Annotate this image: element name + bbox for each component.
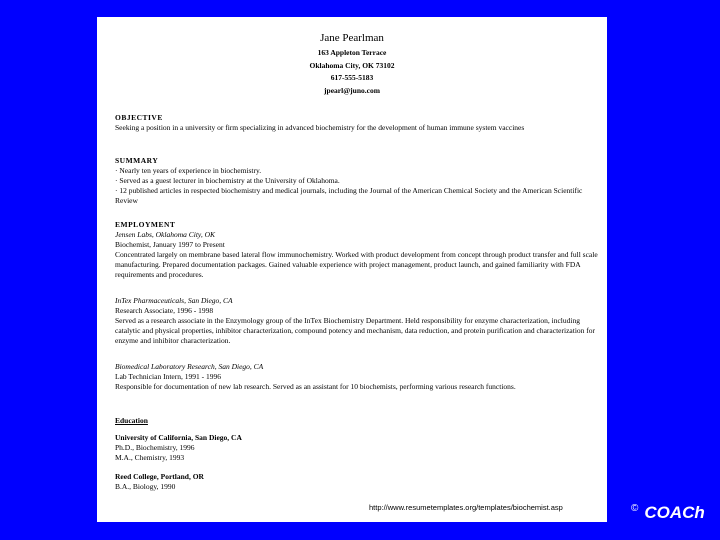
job-block xyxy=(115,296,600,346)
job-description: Responsible for documentation of new lab research. Served as an assistant for 10 biochemists, performing various research functions. xyxy=(115,382,516,391)
address-phone: 617-555-5183 xyxy=(330,73,374,82)
source-url[interactable]: http://www.resumetemplates.org/templates/biochemist.asp xyxy=(369,503,563,512)
job-title: Lab Technician Intern, 1991 - 1996 xyxy=(115,372,221,381)
address-street: 163 Appleton Terrace xyxy=(317,48,387,57)
degree: B.A., Biology, 1990 xyxy=(115,482,176,491)
summary-section xyxy=(115,156,600,206)
coach-brand: COACh xyxy=(644,503,705,522)
summary-bullet: · Nearly ten years of experience in biochemistry. xyxy=(115,166,262,175)
job-title: Research Associate, 1996 - 1998 xyxy=(115,306,214,315)
resume-page xyxy=(97,17,607,522)
address-block xyxy=(97,47,607,97)
employment-section xyxy=(115,220,600,280)
job-company: Jensen Labs, Oklahoma City, OK xyxy=(115,230,215,239)
address-email: jpearl@juno.com xyxy=(324,85,380,95)
summary-bullet: · Served as a guest lecturer in biochemistry at the University of Oklahoma. xyxy=(115,176,340,185)
objective-text: Seeking a position in a university or firm specializing in advanced biochemistry for the development of human immune system vaccines xyxy=(115,123,525,132)
degree: M.A., Chemistry, 1993 xyxy=(115,453,185,462)
school-name: Reed College, Portland, OR xyxy=(115,472,204,481)
resume-name: Jane Pearlman xyxy=(320,32,384,44)
job-block xyxy=(115,362,600,392)
degree: Ph.D., Biochemistry, 1996 xyxy=(115,443,195,452)
job-description: Concentrated largely on membrane based lateral flow immunochemistry. Worked with product development from concept through product transfer and full scale manufacturing. Prepared documentation packages. Gained valuable experience with project management, product launch, and gained familiarity with FDA requirements and procedures. xyxy=(115,250,598,279)
job-company: Biomedical Laboratory Research, San Diego, CA xyxy=(115,362,264,371)
copyright-symbol: © xyxy=(631,503,639,514)
objective-heading: OBJECTIVE xyxy=(115,113,163,122)
job-description: Served as a research associate in the Enzymology group of the InTex Biochemistry Department. Held responsibility for enzyme characterization, including catalytic and physical properties, inhibitor characterization, compound potency and mechanism, data reduction, and protein purification and characterization for enzyme and inhibitor characterization. xyxy=(115,316,596,345)
coach-logo xyxy=(631,503,705,523)
job-title: Biochemist, January 1997 to Present xyxy=(115,240,225,249)
employment-heading: EMPLOYMENT xyxy=(115,220,176,229)
job-company: InTex Pharmaceuticals, San Diego, CA xyxy=(115,296,233,305)
summary-heading: SUMMARY xyxy=(115,156,159,165)
education-heading: Education xyxy=(115,416,148,425)
school-name: University of California, San Diego, CA xyxy=(115,433,242,442)
address-city: Oklahoma City, OK 73102 xyxy=(309,60,395,70)
education-section xyxy=(115,416,600,492)
summary-bullet: · 12 published articles in respected biochemistry and medical journals, including the Journal of the American Chemical Society and the American Scientific Review xyxy=(115,186,583,205)
objective-section xyxy=(115,113,600,133)
